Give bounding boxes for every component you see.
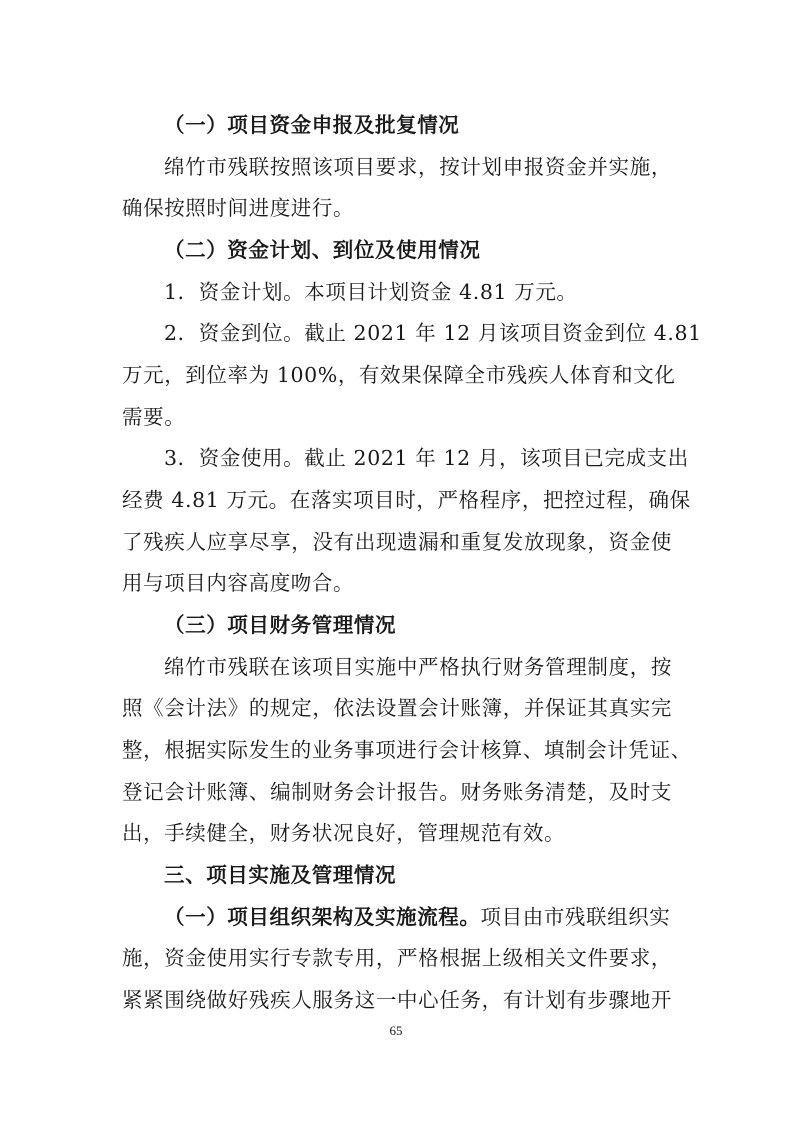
inline-bold-title: （一）项目组织架构及实施流程。 [164, 905, 481, 929]
paragraph-line: 用与项目内容高度吻合。 [122, 571, 355, 595]
paragraph-line: 经费 4.81 万元。在落实项目时，严格程序，把控过程，确保 [122, 488, 691, 512]
heading-funding-plan: （二）资金计划、到位及使用情况 [164, 238, 481, 262]
heading-funding-application: （一）项目资金申报及批复情况 [164, 113, 460, 137]
list-item-funding-plan: 1．资金计划。本项目计划资金 4.81 万元。 [164, 280, 578, 304]
list-item-funding-use: 3．资金使用。截止 2021 年 12 月，该项目已完成支出 [164, 446, 689, 470]
paragraph-line: 万元，到位率为 100%，有效果保障全市残疾人体育和文化 [122, 363, 676, 387]
paragraph-line: 绵竹市残联按照该项目要求，按计划申报资金并实施， [164, 155, 672, 179]
paragraph-line: 紧紧围绕做好残疾人服务这一中心任务，有计划有步骤地开 [122, 988, 672, 1012]
paragraph-line: 整，根据实际发生的业务事项进行会计核算、填制会计凭证、 [122, 738, 692, 762]
paragraph-line: 照《会计法》的规定，依法设置会计账簿，并保证其真实完 [122, 696, 672, 720]
paragraph-line: 了残疾人应享尽享，没有出现遗漏和重复发放现象，资金使 [122, 530, 672, 554]
paragraph-line: 绵竹市残联在该项目实施中严格执行财务管理制度，按 [164, 655, 672, 679]
paragraph-line: 施，资金使用实行专款专用，严格根据上级相关文件要求， [122, 946, 672, 970]
inline-text: 项目由市残联组织实 [480, 905, 671, 929]
heading-financial-management: （三）项目财务管理情况 [164, 613, 397, 637]
paragraph-org-structure [164, 903, 672, 931]
paragraph-line: 需要。 [122, 405, 186, 429]
paragraph-line: 确保按照时间进度进行。 [122, 196, 355, 220]
page-number: 65 [389, 1023, 403, 1038]
paragraph-line: 登记会计账簿、编制财务会计报告。财务账务清楚，及时支 [122, 780, 672, 804]
list-item-funding-arrival: 2．资金到位。截止 2021 年 12 月该项目资金到位 4.81 [164, 321, 702, 345]
heading-implementation: 三、项目实施及管理情况 [164, 863, 397, 887]
paragraph-line: 出，手续健全，财务状况良好，管理规范有效。 [122, 821, 566, 845]
